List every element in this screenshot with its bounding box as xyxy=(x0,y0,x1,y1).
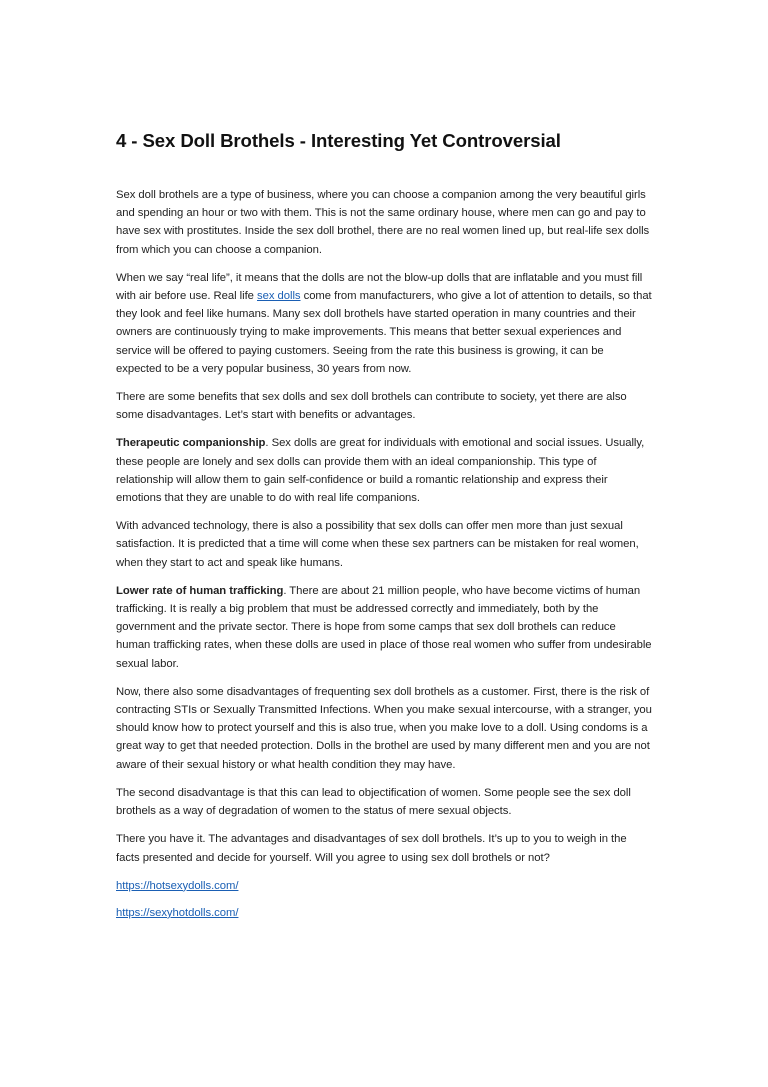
trafficking-heading: Lower rate of human trafficking xyxy=(116,584,284,597)
paragraph-therapeutic xyxy=(116,434,652,507)
paragraph-real-life-text-after: come from manufacturers, who give a lot of attention to details, so that they look and feel like humans. Many sex doll brothels have started operation in many countries and their owners are continuously trying to make improvements. This means that better sexual experiences and service will be offered to paying customers. Seeing from the rate this business is growing, it can be expected to be a very popular business, 30 years from now. xyxy=(116,290,652,375)
sex-dolls-link[interactable]: sex dolls xyxy=(257,290,301,303)
paragraph-real-life-text-before: When we say “real life”, it means that the dolls are not the blow-up dolls that are inflatable and you must fill with air before use. Real life xyxy=(116,271,643,303)
link-paragraph-2 xyxy=(116,904,652,922)
paragraph-objectification: The second disadvantage is that this can lead to objectification of women. Some people see the sex doll brothels as a way of degradation of women to the status of mere sexual objects. xyxy=(116,786,631,818)
paragraph-conclusion: There you have it. The advantages and disadvantages of sex doll brothels. It’s up to you to weigh in the facts presented and decide for yourself. Will you agree to using sex doll brothels or not? xyxy=(116,833,627,864)
paragraph-intro: Sex doll brothels are a type of business, where you can choose a companion among the very beautiful girls and spending an hour or two with them. This is not the same ordinary house, where men can go and pay to have sex with prostitutes. Inside the sex doll brothel, there are no real women lined up, but real-life sex dolls from which you can choose a companion. xyxy=(116,189,650,256)
paragraph-real-life xyxy=(116,269,652,378)
paragraph-benefits-intro: There are some benefits that sex dolls and sex doll brothels can contribute to society, yet there are also some disadvantages. Let’s start with benefits or advantages. xyxy=(116,391,627,422)
therapeutic-text: . Sex dolls are great for individuals with emotional and social issues. Usually, these people are lonely and sex dolls can provide them with an ideal companionship. This type of relationship will allow them to gain self-confidence or build a romantic relationship and express their emotions that they are unable to do with real life companions. xyxy=(116,437,645,505)
link-paragraph-1 xyxy=(116,877,652,895)
document-page xyxy=(116,129,652,931)
sexyhotdolls-link[interactable]: https://sexyhotdolls.com/ xyxy=(116,906,239,919)
therapeutic-heading: Therapeutic companionship xyxy=(116,437,266,450)
paragraph-trafficking xyxy=(116,582,652,673)
paragraph-disadvantages: Now, there also some disadvantages of frequenting sex doll brothels as a customer. First, there is the risk of contracting STIs or Sexually Transmitted Infections. When you make sexual intercourse, with a stranger, you should know how to protect yourself and this is also true, when you make love to a doll. Using condoms is a great way to get that needed protection. Dolls in the brothel are used by many different men and you are not aware of their sexual history or what health condition they may have. xyxy=(116,685,652,771)
hotsexydolls-link[interactable]: https://hotsexydolls.com/ xyxy=(116,879,239,892)
trafficking-text: . There are about 21 million people, who have become victims of human trafficking. It is really a big problem that must be addressed correctly and immediately, both by the government and the private sector. There is hope from some camps that sex doll brothels can reduce human trafficking rates, when these dolls are used in place of those real women who suffer from undesirable sexual labor. xyxy=(116,584,652,670)
paragraph-technology: With advanced technology, there is also a possibility that sex dolls can offer men more than just sexual satisfaction. It is predicted that a time will come when these sex partners can be mistaken for real women, when they start to act and speak like humans. xyxy=(116,520,639,569)
document-title: 4 - Sex Doll Brothels - Interesting Yet Controversial xyxy=(116,130,561,151)
